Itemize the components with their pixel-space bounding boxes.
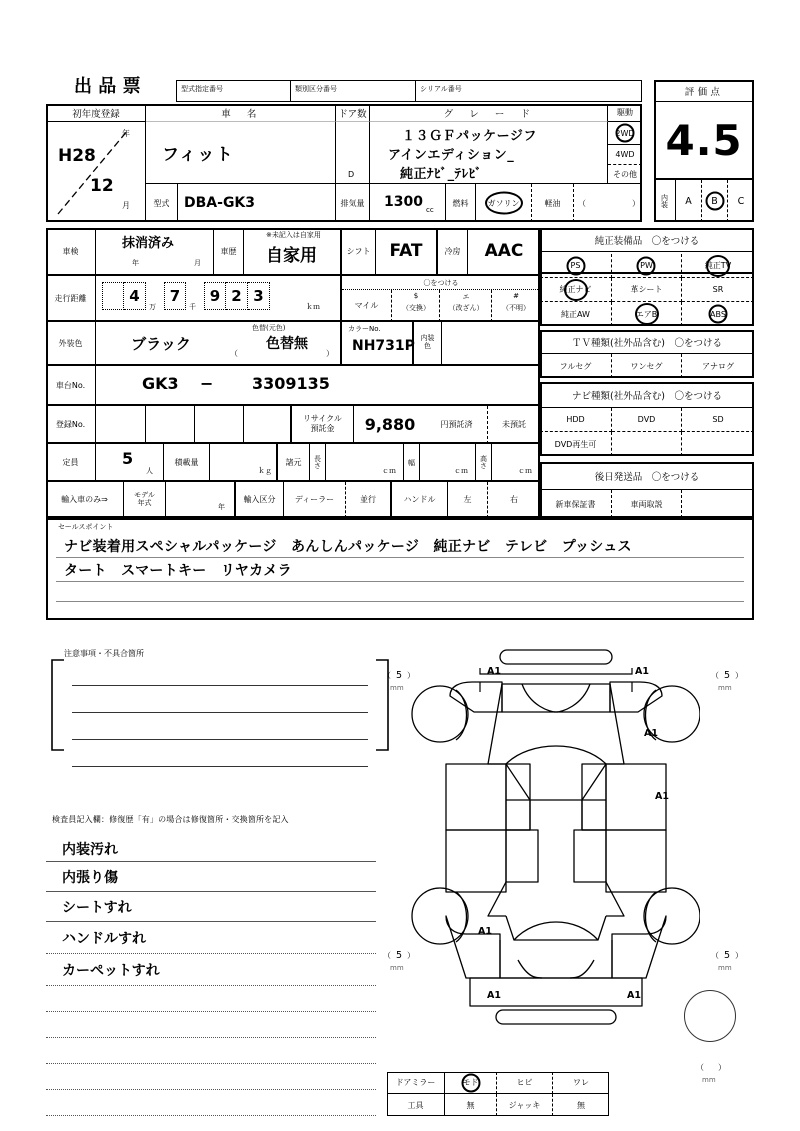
model-year-value[interactable]: 年 [166,482,236,518]
mileage-value[interactable] [96,276,342,322]
gauge-left-bottom: （ 5 ） [382,949,416,961]
tv-type-title: ＴＶ種類(社外品含む) 〇をつける [540,330,754,354]
grade-label: グ レ ー ド [370,104,608,122]
notes-line-1[interactable] [72,712,368,713]
later-shipping-title: 後日発送品 〇をつける [540,462,754,490]
inspector-entry-3[interactable]: ハンドルすれ [46,922,376,954]
door-mirror-crack[interactable]: ヒビ [497,1072,553,1094]
car-body-diagram [410,648,700,1068]
equipment-title: 純正装備品 〇をつける [540,228,754,252]
inspector-entry-4[interactable]: カーペットすれ [46,954,376,986]
notes-line-2[interactable] [72,739,368,740]
header-field-1[interactable]: 類別区分番号 [291,80,416,102]
inspector-entry-8[interactable] [46,1064,376,1090]
diagram-mark-a1-5: A1 [487,990,501,1001]
diagram-mark-a1-0: A1 [487,666,501,677]
fuel-option-other[interactable]: （ ） [578,199,640,208]
diagram-mark-a1-4: A1 [478,926,492,937]
grade-value[interactable]: １３ＧＦパッケージフ アインエディション_ 純正ﾅﾋﾞ_ﾃﾚﾋﾞ [370,122,608,184]
capacity-value[interactable]: 5 人 [96,444,164,482]
import-class-parallel[interactable]: 並行 [346,482,392,518]
door-mirror-break[interactable]: ワレ [553,1072,609,1094]
header-field-0[interactable]: 型式指定番号 [176,80,291,102]
nav-type-dvd[interactable]: DVD [612,408,682,432]
year-unit: 年 [122,129,130,138]
interior-score-c[interactable]: C [737,195,745,207]
mileage-digit-3[interactable]: 9 [204,282,226,310]
equipment-item-ps[interactable]: PS [540,254,612,278]
exterior-color-label: 外装色 [46,322,96,366]
recycle-deposit-label: リサイクル 預託金 [292,406,354,444]
interior-color-label: 内装 色 [414,322,442,366]
mileage-digit-1[interactable]: 4 [124,282,146,310]
tools-label: 工具 [387,1094,445,1116]
gauge-left-bottom-unit: mm [390,964,404,972]
drive-label: 駆動 [608,104,642,122]
interior-score-label: 内装 [654,180,676,222]
notes-line-0[interactable] [72,685,368,686]
header-field-2[interactable]: シリアル番号 [416,80,642,102]
registration-number-value[interactable] [96,406,292,444]
inspector-entry-6[interactable] [46,1012,376,1038]
handle-left[interactable]: 左 [448,482,488,518]
width-label: 幅 [404,444,420,482]
recycle-deposit-value[interactable]: 9,880 [354,406,426,444]
mileage-unit-km: ｋｍ [306,303,320,311]
length-label: 長さ [310,444,326,482]
gauge-right-bottom: （ 5 ） [710,949,744,961]
inspector-entry-7[interactable] [46,1038,376,1064]
tv-type-fullseg[interactable]: フルセグ [540,354,612,378]
equipment-item-abs[interactable]: ABS [710,309,726,319]
diagram-mark-a1-3: A1 [655,791,669,802]
tools-status[interactable]: 無 [445,1094,497,1116]
height-label: 高さ [476,444,492,482]
page-title: 出品票 [74,76,147,97]
load-unit: ｋｇ [258,467,272,475]
later-shipping-manual[interactable]: 車両取説 [612,490,682,518]
drive-option-other[interactable]: その他 [608,164,642,184]
mileage-unit-sen: 千 [189,303,196,311]
chassis-value[interactable]: GK3 − 3309135 [96,366,540,406]
mileage-option-mile[interactable]: マイル [342,290,392,322]
diagram-mark-a1-1: A1 [635,666,649,677]
equipment-item-airbag[interactable]: エアB [612,302,682,326]
year-value: H28 [58,146,96,166]
sales-point-label: セールスポイント [58,523,114,531]
length-value[interactable]: ｃｍ [326,444,404,482]
ac-label: 冷房 [438,228,468,276]
recycle-deposit-unpaid[interactable]: 未預託 [488,406,540,444]
equipment-item-pw[interactable]: PW [612,254,682,278]
inspection-value[interactable]: 抹消済み 年 月 [96,228,214,276]
tv-type-oneseg[interactable]: ワンセグ [612,354,682,378]
door-mirror-label: ドアミラー [387,1072,445,1094]
mileage-label: 走行距離 [46,276,96,322]
score-value: 4.5 [654,102,754,180]
capacity-label: 定員 [46,444,96,482]
ac-value[interactable]: AAC [468,228,540,276]
inspector-entry-1[interactable]: 内張り傷 [46,862,376,892]
fuel-label: 燃料 [446,184,476,222]
equipment-item-genuine-tv[interactable]: 純正TV [682,254,754,278]
handle-label: ハンドル [392,482,448,518]
repaint-label: 色替(元色) [252,324,286,332]
jack-label: ジャッキ [497,1094,553,1116]
equipment-item-genuine-nav[interactable]: 純正ナビ [540,278,612,302]
nav-type-blank-1[interactable] [612,432,682,456]
history-label: 車歴 [214,228,244,276]
spec-label: 諸元 [278,444,310,482]
equipment-item-genuine-aw[interactable]: 純正AW [540,302,612,326]
mileage-option-exchange[interactable]: $ （交換） [392,290,440,322]
inspector-entry-5[interactable] [46,986,376,1012]
displacement-unit: cc [426,206,434,214]
height-value[interactable]: ｃｍ [492,444,540,482]
history-value[interactable]: ※未記入は自家用 自家用 [244,228,342,276]
sales-point-line-1[interactable]: タート スマートキー リヤカメラ [56,558,744,582]
history-note: ※未記入は自家用 [266,231,321,239]
doors-value[interactable] [336,122,370,184]
nav-type-hdd[interactable]: HDD [540,408,612,432]
sales-point-line-0[interactable]: ナビ装着用スペシャルパッケージ あんしんパッケージ 純正ナビ テレビ プッシュス [56,534,744,558]
car-name-value[interactable]: フィット [146,122,336,184]
doors-unit: D [348,170,355,179]
drive-option-4wd[interactable]: 4WD [608,144,642,164]
nav-type-dvd-playable[interactable]: DVD再生可 [540,432,612,456]
nav-type-blank-2[interactable] [682,432,754,456]
repaint-field[interactable]: 色替(元色) 色替無 （ ） [226,322,342,366]
notes-bracket [50,658,390,752]
gauge-spare-unit: mm [702,1076,716,1084]
mileage-digit-5[interactable]: 3 [248,282,270,310]
jack-status[interactable]: 無 [577,1100,585,1110]
model-year-label: モデル 年式 [124,482,166,518]
import-class-dealer[interactable]: ディーラー [284,482,346,518]
inspector-title: 検査員記入欄：修復歴「有」の場合は修復箇所・交換箇所を記入 [52,815,289,824]
fuel-option-diesel[interactable]: 軽油 [532,184,574,222]
exterior-color-value[interactable]: ブラック [96,322,226,366]
color-number-label: カラーNo. [348,325,381,333]
mileage-digit-4[interactable]: 2 [226,282,248,310]
door-mirror-status[interactable]: モド [445,1072,497,1094]
nav-type-title: ナビ種類(社外品含む) 〇をつける [540,382,754,408]
import-label: 輸入車のみ⇒ [46,482,124,518]
mileage-unit-man: 万 [149,303,156,311]
handle-right[interactable]: 右 [488,482,540,518]
recycle-deposit-paid[interactable]: 円預託済 [426,406,488,444]
inspection-month-unit: 月 [194,259,201,267]
mileage-option-unknown[interactable]: # （不明） [492,290,540,322]
drive-option-2wd[interactable]: 2WD [615,128,635,138]
model-label: 型式 [146,184,178,222]
first-registration-value[interactable] [46,122,146,222]
displacement-label: 排気量 [336,184,370,222]
width-value[interactable]: ｃｍ [420,444,476,482]
gauge-left-top: （ 5 ） [382,669,416,681]
interior-color-value[interactable] [442,322,540,366]
interior-score-b[interactable]: B [702,180,728,222]
displacement-value[interactable]: 1300 cc [370,184,446,222]
chassis-label: 車台No. [46,366,96,406]
mileage-digit-0[interactable] [102,282,124,310]
inspector-entry-0[interactable]: 内装汚れ [46,834,376,862]
gauge-right-top: （ 5 ） [710,669,744,681]
shift-label: シフト [342,228,376,276]
gauge-right-top-unit: mm [718,684,732,692]
inspector-entry-9[interactable] [46,1090,376,1116]
interior-score-a[interactable]: A [676,180,702,222]
gauge-spare: （ ） [696,1062,726,1072]
gauge-left-top-unit: mm [390,684,404,692]
notes-title: 注意事項・不具合箇所 [64,649,144,658]
later-shipping-warranty[interactable]: 新車保証書 [540,490,612,518]
notes-line-3[interactable] [72,766,368,767]
import-class-label: 輸入区分 [236,482,284,518]
nav-type-sd[interactable]: SD [682,408,754,432]
mileage-digit-2[interactable]: 7 [164,282,186,310]
month-unit: 月 [122,201,130,210]
shift-value[interactable]: FAT [376,228,438,276]
equipment-item-sr[interactable]: SR [682,278,754,302]
mileage-option-tamper[interactable]: エ （改ざん） [440,290,492,322]
inspection-label: 車検 [46,228,96,276]
month-value: 12 [90,176,114,196]
model-value[interactable]: DBA-GK3 [178,184,336,222]
tv-type-analog[interactable]: アナログ [702,361,734,371]
load-label: 積載量 [164,444,210,482]
sales-point-line-3[interactable] [56,602,744,618]
gauge-right-bottom-unit: mm [718,964,732,972]
diagram-mark-a1-6: A1 [627,990,641,1001]
equipment-item-leather-seat[interactable]: 革シート [612,278,682,302]
mileage-mark-note: 〇をつける [342,276,540,290]
diagram-mark-a1-2: A1 [644,728,658,739]
capacity-unit: 人 [146,467,153,475]
first-registration-label: 初年度登録 [46,104,146,122]
registration-number-label: 登録No. [46,406,96,444]
load-value[interactable] [210,444,278,482]
inspector-entry-2[interactable]: シートすれ [46,892,376,922]
later-shipping-blank[interactable] [682,490,754,518]
color-number-field[interactable]: カラーNo. NH731P [342,322,414,366]
fuel-option-gasoline[interactable]: ガソリン [476,184,532,222]
doors-label: ドア数 [336,104,370,122]
inspection-year-unit: 年 [132,259,139,267]
sales-point-line-2[interactable] [56,582,744,602]
score-label: 評価点 [654,80,754,102]
car-name-label: 車 名 [146,104,336,122]
